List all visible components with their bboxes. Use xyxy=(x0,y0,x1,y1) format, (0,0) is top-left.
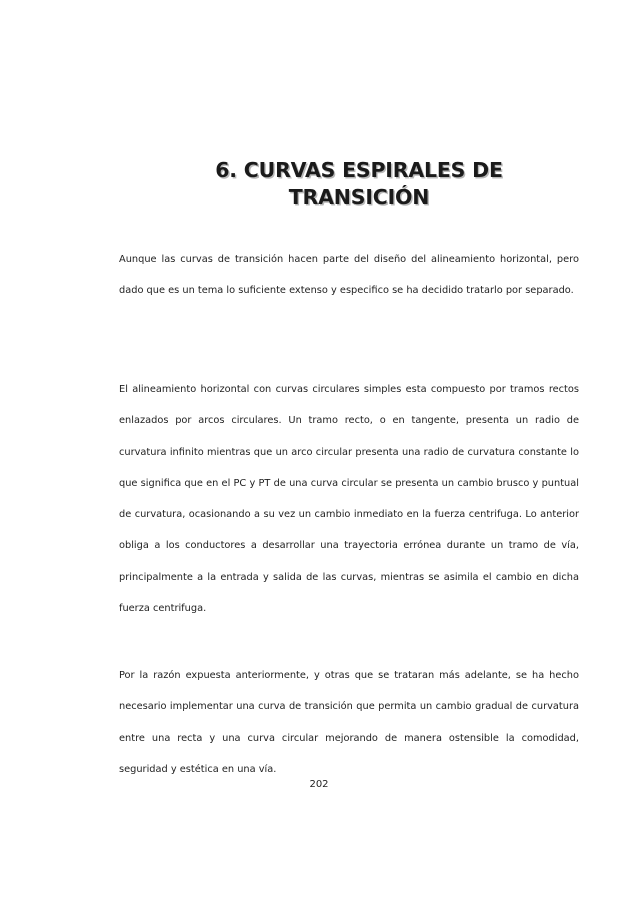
page-number: 202 xyxy=(309,779,329,790)
paragraph-intro: Aunque las curvas de transición hacen parte del diseño del alineamiento horizontal, pero dado que es un tema lo suficiente extenso y especifico se ha decidido tratarlo por separado. xyxy=(119,254,579,297)
chapter-title xyxy=(120,157,598,211)
chapter-title-line-1: 6. CURVAS ESPIRALES DE xyxy=(215,158,503,182)
chapter-title-line-2: TRANSICIÓN xyxy=(288,185,430,209)
paragraph-conclusion: Por la razón expuesta anteriormente, y otras que se trataran más adelante, se ha hecho necesario implementar una curva de transición que permita un cambio gradual de curvatura entre una recta y una curva circular mejorando de manera ostensible la comodidad, seguridad y estética en una vía. xyxy=(119,670,579,775)
paragraph-alignment: El alineamiento horizontal con curvas circulares simples esta compuesto por tramos rectos enlazados por arcos circulares. Un tramo recto, o en tangente, presenta un radio de curvatura infinito mientras que un arco circular presenta una radio de curvatura constante lo que significa que en el PC y PT de una curva circular se presenta un cambio brusco y puntual de curvatura, ocasionando a su vez un cambio inmediato en la fuerza centrifuga. Lo anterior obliga a los conductores a desarrollar una trayectoria errónea durante un tramo de vía, principalmente a la entrada y salida de las curvas, mientras se asimila el cambio en dicha fuerza centrifuga. xyxy=(119,384,579,615)
